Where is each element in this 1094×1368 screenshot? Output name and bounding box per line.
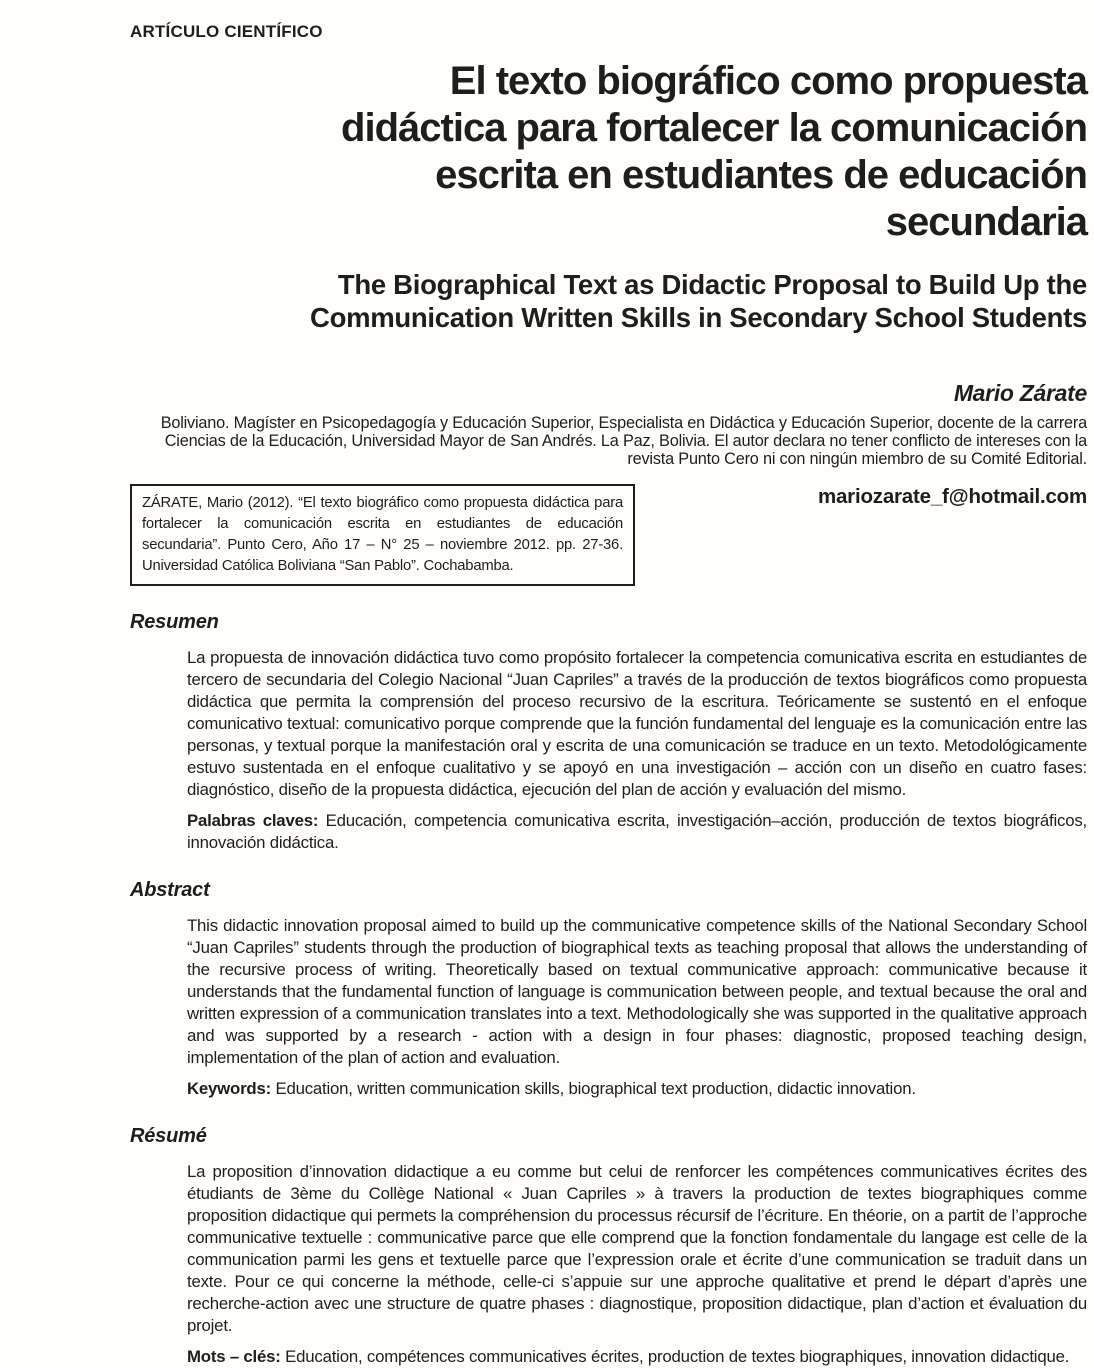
section-body-resumen: La propuesta de innovación didáctica tuvo como propósito fortalecer la competencia comunicativa escrita en estudiantes de tercero de secundaria del Colegio Nacional “Juan Capriles” a través de la producción de textos biográficos como propuesta didáctica que permita la comprensión del proceso recursivo de la escritura. Teóricamente se sustentó en el enfoque comunicativo textual: comunicativo porque comprende que la función fundamental del lenguaje es la comunicación entre las personas, y textual porque la manifestación oral y escrita de una comunicación se traduce en un texto. Metodológicamente estuvo sustentada en el enfoque cualitativo y se apoyó en una investigación – acción con un diseño en cuatro fases: diagnóstico, diseño de la propuesta didáctica, ejecución del plan de acción y evaluación del mismo. — [187, 648, 1087, 799]
article-title-spanish — [130, 58, 1087, 246]
author-bio: Boliviano. Magíster en Psicopedagogía y Educación Superior, Especialista en Didáctica y Educación Superior, docente de la carrera Ciencias de la Educación, Universidad Mayor de San Andrés. La Paz, Bolivia. El autor declara no tener conflicto de intereses con la revista Punto Cero ni con ningún miembro de su Comité Editorial. — [160, 414, 1087, 468]
author-email: mariozarate_f@hotmail.com — [817, 485, 1087, 508]
keywords-resumen-text: Educación, competencia comunicativa escrita, investigación–acción, producción de textos biográficos, innovación didáctica. — [187, 811, 1087, 852]
citation-row — [130, 484, 1087, 586]
section-heading-abstract: Abstract — [130, 879, 210, 901]
article-title-english-line: Communication Written Skills in Secondary School Students — [310, 302, 1087, 333]
author-name: Mario Zárate — [953, 380, 1087, 406]
article-title-spanish-line: didáctica para fortalecer la comunicación — [341, 106, 1087, 150]
keywords-resume-fr-text: Education, compétences communicatives écrites, production de textes biographiques, innovation didactique. — [285, 1347, 1070, 1366]
keywords-resume-fr-label: Mots – clés: — [187, 1347, 281, 1366]
keywords-resumen — [187, 810, 1087, 854]
article-title-english — [130, 268, 1087, 334]
article-title-spanish-line: El texto biográfico como propuesta — [449, 59, 1087, 103]
article-type-label: ARTÍCULO CIENTÍFICO — [130, 22, 323, 41]
section-body-abstract: This didactic innovation proposal aimed to build up the communicative competence skills of the National Secondary School “Juan Capriles” students through the production of biographical texts as teaching proposal that allows the understanding of the recursive process of writing. Theoretically based on textual communicative approach: communicative because it understands that the fundamental function of language is communication between people, and textual because the oral and written expression of a communication translates into a text. Methodologically she was supported in the qualitative approach and was supported by a research - action with a design in four phases: diagnostic, proposed teaching design, implementation of the plan of action and evaluation. — [187, 916, 1087, 1067]
article-title-spanish-line: secundaria — [885, 200, 1087, 244]
section-heading-resumen: Resumen — [130, 611, 219, 633]
keywords-abstract-label: Keywords: — [187, 1079, 271, 1098]
keywords-abstract-text: Education, written communication skills, biographical text production, didactic innovation. — [275, 1079, 916, 1098]
article-title-english-line: The Biographical Text as Didactic Proposal to Build Up the — [337, 269, 1087, 300]
article-title-spanish-line: escrita en estudiantes de educación — [435, 153, 1087, 197]
keywords-resumen-label: Palabras claves: — [187, 811, 319, 830]
keywords-resume-fr — [187, 1346, 1087, 1368]
citation-box: ZÁRATE, Mario (2012). “El texto biográfico como propuesta didáctica para fortalecer la comunicación escrita en estudiantes de educación secundaria”. Punto Cero, Año 17 – N° 25 – noviembre 2012. pp. 27-36. Universidad Católica Boliviana “San Pablo”. Cochabamba. — [130, 484, 635, 586]
keywords-abstract — [187, 1078, 1087, 1100]
section-heading-resume-fr: Résumé — [130, 1125, 207, 1147]
section-body-resume-fr: La proposition d’innovation didactique a eu comme but celui de renforcer les compétences communicatives écrites des étudiants de 3ème du Collège National « Juan Capriles » à travers la production de textes biographiques comme proposition didactique qui permets la compréhension du processus récursif de l’écriture. En théorie, on a partit de l’approche communicative textuelle : communicative parce que elle comprend que la fonction fondamentale du langage est celle de la communication parmi les gens et textuelle parce que l’expression orale et écrite d’une communication se traduit dans un texte. Pour ce qui concerne la méthode, celle-ci s’appuie sur une approche qualitative et prend le départ d’après une recherche-action avec une structure de quatre phases : diagnostique, proposition didactique, plan d’action et évaluation du projet. — [187, 1162, 1087, 1335]
